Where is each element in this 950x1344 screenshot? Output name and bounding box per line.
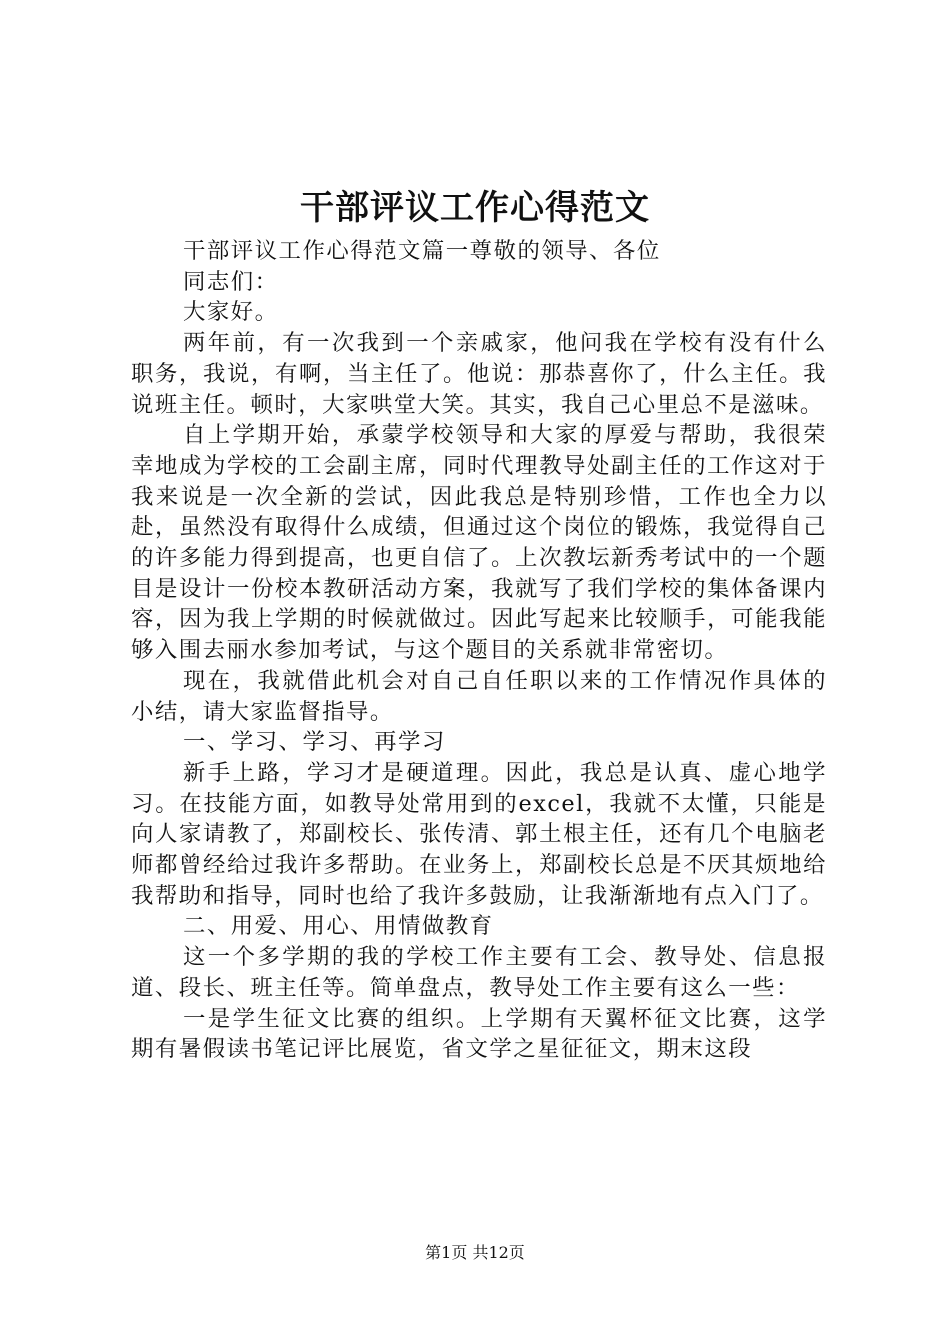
section-heading-1: 一、学习、学习、再学习	[183, 729, 446, 756]
paragraph-greeting: 大家好。	[183, 299, 279, 326]
paragraph-summary-intro: 现在，我就借此机会对自己自任职以来的工作情况作具体的小结，请大家监督指导。	[131, 667, 827, 725]
document-title: 干部评议工作心得范文	[300, 188, 650, 228]
paragraph-role: 自上学期开始，承蒙学校领导和大家的厚爱与帮助，我很荣幸地成为学校的工会副主席，同时代理教导处副主任的工作这对于我来说是一次全新的尝试，因此我总是特别珍惜，工作也全力以赴，虽然没有取得什么成绩，但通过这个岗位的锻炼，我觉得自己的许多能力得到提高，也更自信了。上次教坛新秀考试中的一个题目是设计一份校本教研活动方案，我就写了我们学校的集体备课内容，因为我上学期的时候就做过。因此写起来比较顺手，可能我能够入围去丽水参加考试，与这个题目的关系就非常密切。	[131, 422, 827, 664]
paragraph-salutation: 干部评议工作心得范文篇一尊敬的领导、各位	[183, 238, 661, 264]
paragraph-learning: 新手上路，学习才是硬道理。因此，我总是认真、虚心地学习。在技能方面，如教导处常用到的excel，我就不太懂，只能是向人家请教了，郑副校长、张传清、郭土根主任，还有几个电脑老师都曾经给过我许多帮助。在业务上，郑副校长总是不厌其烦地给我帮助和指导，同时也给了我许多鼓励，让我渐渐地有点入门了。	[131, 759, 827, 909]
section-heading-2: 二、用爱、用心、用情做教育	[183, 913, 494, 940]
page-footer: 第1页 共12页	[425, 1243, 525, 1262]
paragraph-essay-contest: 一是学生征文比赛的组织。上学期有天翼杯征文比赛，这学期有暑假读书笔记评比展览，省文学之星征征文，期末这段	[131, 1005, 827, 1063]
paragraph-anecdote: 两年前，有一次我到一个亲戚家，他问我在学校有没有什么职务，我说，有啊，当主任了。他说：那恭喜你了，什么主任。我说班主任。顿时，大家哄堂大笑。其实，我自己心里总不是滋味。	[131, 330, 827, 418]
document-body	[131, 236, 827, 1065]
paragraph-work-overview: 这一个多学期的我的学校工作主要有工会、教导处、信息报道、段长、班主任等。简单盘点，教导处工作主要有这么一些：	[131, 944, 827, 1001]
paragraph-salutation-cont: 同志们：	[183, 268, 279, 295]
